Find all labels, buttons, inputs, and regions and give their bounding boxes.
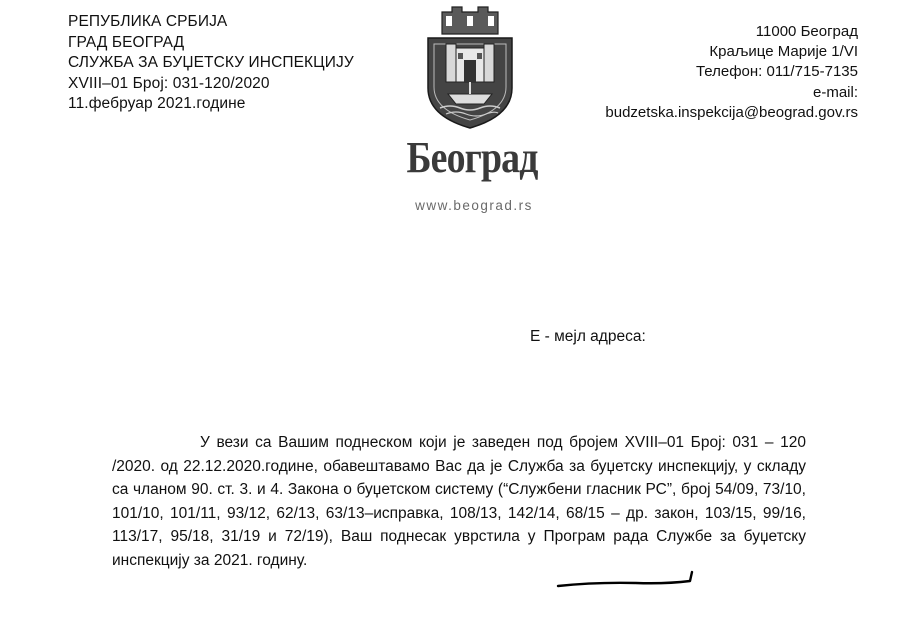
email-address: budzetska.inspekcija@beograd.gov.rs (605, 103, 858, 121)
recipient-email-label: Е - мејл адреса: (530, 328, 646, 345)
sender-office: СЛУЖБА ЗА БУЏЕТСКУ ИНСПЕКЦИЈУ (68, 54, 354, 71)
contact-block (605, 22, 858, 123)
website-url: www.beograd.rs (415, 198, 533, 213)
sender-country: РЕПУБЛИКА СРБИЈА (68, 13, 228, 30)
phone-number: Телефон: 011/715-7135 (695, 63, 858, 81)
city-name-logo: Београд (406, 133, 538, 182)
email-label: e-mail: (812, 83, 858, 101)
letter-body (112, 431, 806, 572)
sender-city: ГРАД БЕОГРАД (68, 33, 185, 51)
handwritten-underline (556, 566, 698, 599)
body-paragraph: У вези са Вашим поднеском који је заведен под бројем XVIII–01 Број: 031 – 120 /2020. од 22.12.2020.године, обавештавамо Вас да је Служба за буџетску инспекцију, у складу са чланом 90. ст. 3. и 4. Закона о буџетском систему (“Службени гласник РС”, број 54/09, 73/10, 101/10, 101/11, 93/12, 62/13, 63/13–исправка, 108/13, 142/14, 68/15 – др. закон, 103/15, 99/16, 113/17, 95/18, 31/19 и 72/19), Ваш поднесак уврстила у Програм рада Службе за буџетску инспекцију за 2021. годину. (112, 434, 806, 569)
document-date: 11.фебруар 2021.године (68, 95, 246, 112)
coat-of-arms-icon (422, 4, 518, 130)
postal-city: 11000 Београд (755, 23, 858, 40)
street-address: Краљице Марије 1/VI (709, 43, 858, 61)
reference-number: XVIII–01 Број: 031-120/2020 (68, 74, 270, 92)
sender-block (68, 12, 354, 115)
